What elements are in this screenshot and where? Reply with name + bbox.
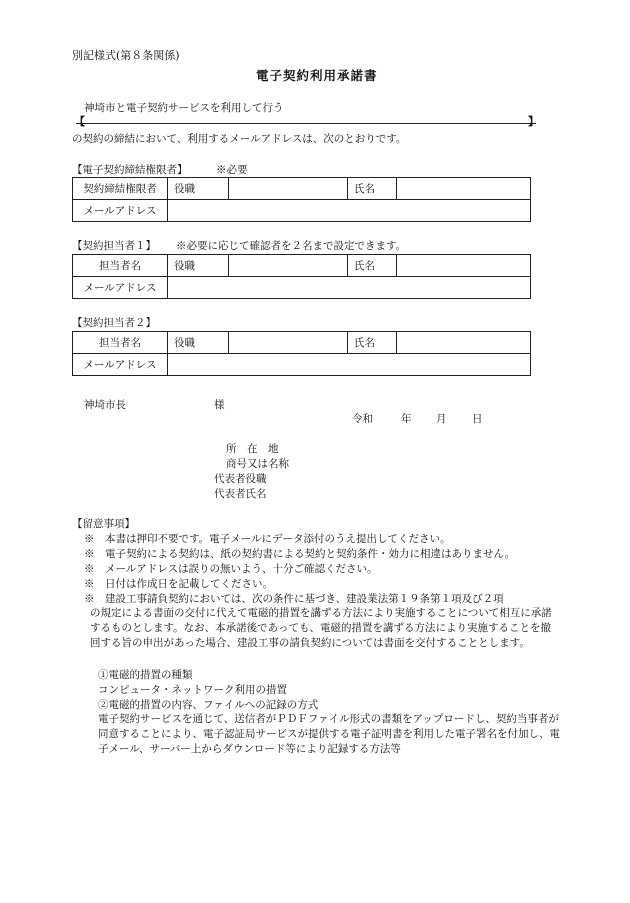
- section-note: ※必要に応じて確認者を２名まで設定できます。: [176, 240, 407, 252]
- role-label: 役職: [168, 178, 229, 200]
- bracket-open: 【: [74, 115, 85, 128]
- section-heading: 【電子契約締結権限者】: [72, 164, 188, 176]
- note-item: ※ メールアドレスは誤りの無いよう、十分ご確認ください。: [84, 563, 378, 575]
- date-year: 年: [401, 413, 412, 425]
- date-era: 令和: [352, 413, 373, 425]
- address-label: 所 在 地: [226, 443, 279, 455]
- rep-name-label: 代表者氏名: [214, 488, 267, 500]
- name-field[interactable]: [397, 178, 531, 200]
- rep-title-label: 代表者役職: [214, 473, 267, 485]
- email-field[interactable]: [168, 277, 531, 299]
- signer-table: [72, 177, 531, 222]
- name-label: 氏名: [348, 332, 397, 354]
- role-field[interactable]: [229, 178, 348, 200]
- page-title: 電子契約利用承諾書: [256, 68, 378, 83]
- name-label: 氏名: [348, 178, 397, 200]
- date-month: 月: [436, 413, 447, 425]
- measure-type-text: コンピュータ・ネットワーク利用の措置: [98, 684, 287, 696]
- email-field[interactable]: [168, 354, 531, 376]
- section-heading: 【契約担当者１】: [72, 240, 156, 252]
- contract-name-line[interactable]: [76, 123, 536, 124]
- note-paragraph: の規定による書面の交付に代えて電磁的措置を講ずる方法により実施することについて相互に承諾するものとします。なお、本承諾後であっても、電磁的措置を講ずる方法により実施することを撤回する旨の申出があった場合、建設工事の請負契約については書面を交付することとします。: [90, 607, 552, 649]
- note-item: ※ 日付は作成日を記載してください。: [84, 578, 273, 590]
- intro-statement: の契約の締結において、利用するメールアドレスは、次のとおりです。: [72, 133, 407, 145]
- measure-type-heading: ①電磁的措置の種類: [98, 669, 193, 681]
- contact2-table: [72, 331, 531, 376]
- note-item: ※ 建設工事請負契約においては、次の条件に基づき、建設業法第１９条第１項及び２項: [84, 593, 504, 605]
- name-field[interactable]: [397, 255, 531, 277]
- name-field[interactable]: [397, 332, 531, 354]
- email-label: メールアドレス: [73, 354, 168, 376]
- section-heading: 【契約担当者２】: [72, 317, 156, 329]
- row-label: 担当者名: [73, 332, 168, 354]
- measure-content-text: 電子契約サービスを通じて、送信者がＰＤＦファイル形式の書類をアップロードし、契約当事者が同意することにより、電子認証局サービスが提供する電子証明書を利用した電子署名を付加し、電子メール、サーバー上からダウンロード等により記録する方法等: [98, 713, 560, 755]
- row-label: 担当者名: [73, 255, 168, 277]
- name-label: 氏名: [348, 255, 397, 277]
- intro-line: 神埼市と電子契約サービスを利用して行う: [84, 102, 284, 114]
- email-field[interactable]: [168, 200, 531, 222]
- row-label: 契約締結権限者: [73, 178, 168, 200]
- role-field[interactable]: [229, 332, 348, 354]
- role-label: 役職: [168, 332, 229, 354]
- email-label: メールアドレス: [73, 277, 168, 299]
- form-number: 別記様式(第８条関係): [72, 49, 180, 62]
- notes-heading: 【留意事項】: [72, 518, 135, 530]
- role-field[interactable]: [229, 255, 348, 277]
- measure-content-heading: ②電磁的措置の内容、ファイルへの記録の方式: [98, 699, 319, 711]
- company-label: 商号又は名称: [226, 458, 289, 470]
- bracket-close: 】: [528, 115, 539, 128]
- date-day: 日: [472, 413, 483, 425]
- contact1-table: [72, 254, 531, 299]
- honorific: 様: [214, 399, 225, 411]
- note-item: ※ 本書は押印不要です。電子メールにデータ添付のうえ提出してください。: [84, 533, 451, 545]
- addressee: 神埼市長: [84, 399, 126, 411]
- role-label: 役職: [168, 255, 229, 277]
- note-item: ※ 電子契約による契約は、紙の契約書による契約と契約条件・効力に相違はありません。: [84, 548, 516, 560]
- email-label: メールアドレス: [73, 200, 168, 222]
- section-note: ※必要: [216, 164, 248, 176]
